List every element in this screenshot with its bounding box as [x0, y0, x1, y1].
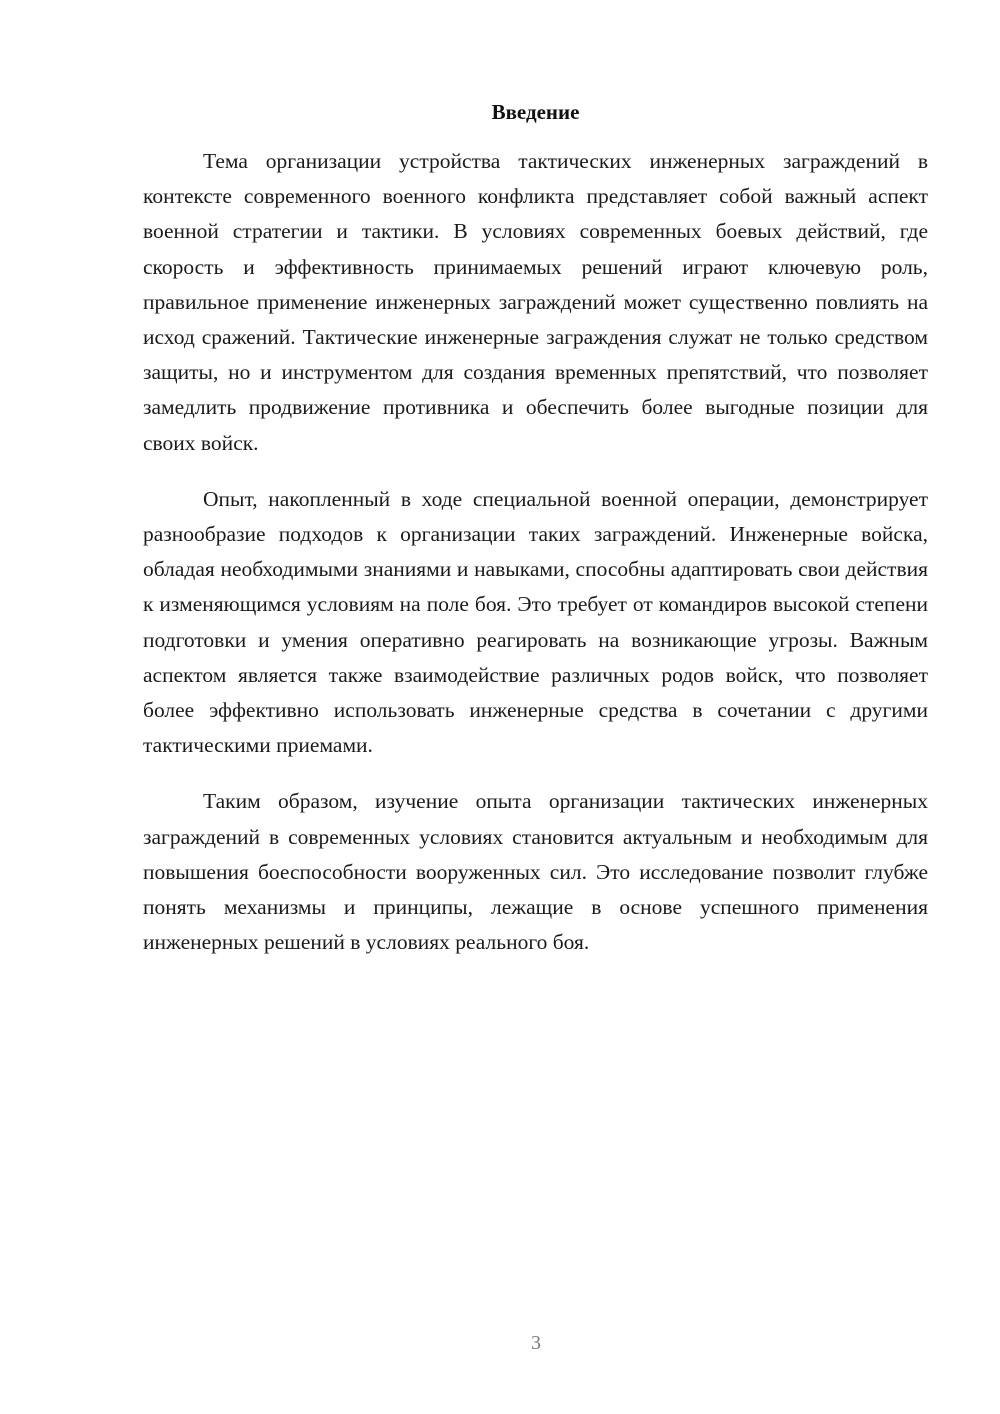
page-content	[143, 97, 928, 960]
paragraph-3: Таким образом, изучение опыта организации тактических инженерных заграждений в современных условиях становится актуальным и необходимым для повышения боеспособности вооруженных сил. Это исследование позволит глубже понять механизмы и принципы, лежащие в основе успешного применения инженерных решений в условиях реального боя.	[143, 789, 928, 955]
paragraph-1: Тема организации устройства тактических инженерных заграждений в контексте современного военного конфликта представляет собой важный аспект военной стратегии и тактики. В условиях современных боевых действий, где скорость и эффективность принимаемых решений играют ключевую роль, правильное применение инженерных заграждений может существенно повлиять на исход сражений. Тактические инженерные заграждения служат не только средством защиты, но и инструментом для создания временных препятствий, что позволяет замедлить продвижение противника и обеспечить более выгодные позиции для своих войск.	[143, 149, 928, 455]
section-heading: Введение	[491, 100, 580, 124]
page-number: 3	[531, 1332, 541, 1354]
paragraph-2: Опыт, накопленный в ходе специальной военной операции, демонстрирует разнообразие подходов к организации таких заграждений. Инженерные войска, обладая необходимыми знаниями и навыками, способны адаптировать свои действия к изменяющимся условиям на поле боя. Это требует от командиров высокой степени подготовки и умения оперативно реагировать на возникающие угрозы. Важным аспектом является также взаимодействие различных родов войск, что позволяет более эффективно использовать инженерные средства в сочетании с другими тактическими приемами.	[143, 486, 928, 758]
